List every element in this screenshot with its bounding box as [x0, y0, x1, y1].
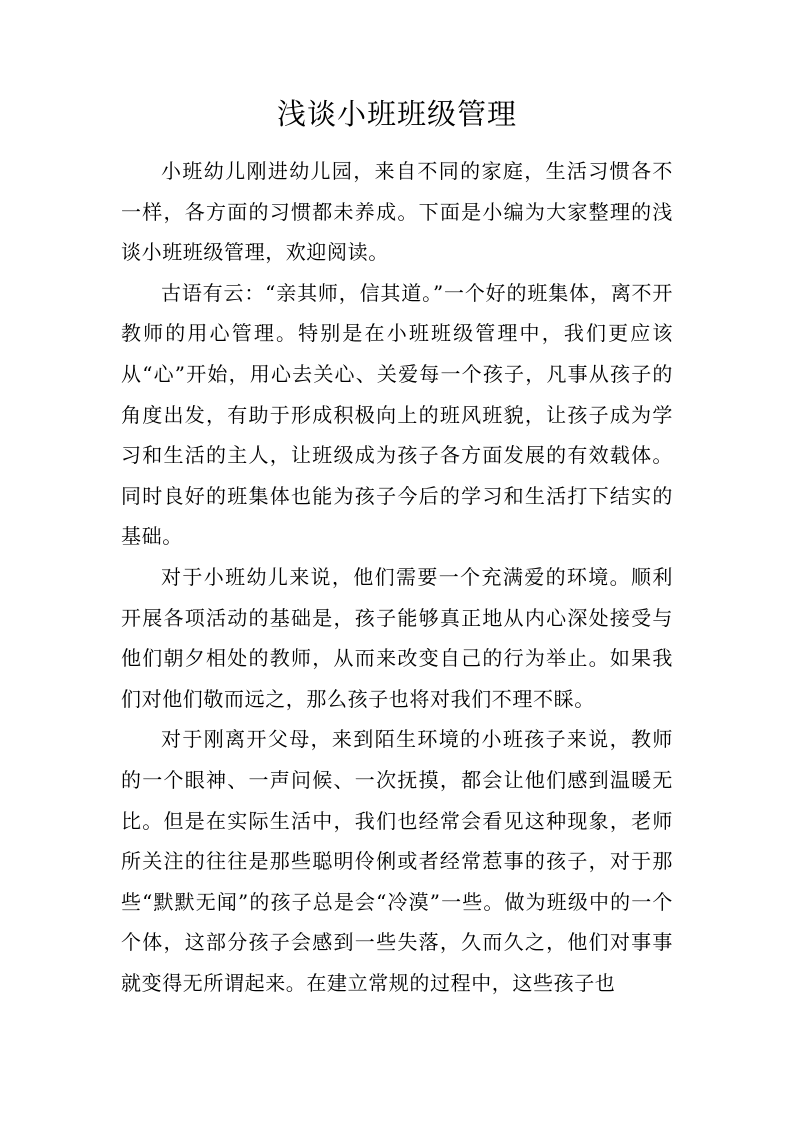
paragraph-loving-environment: 对于小班幼儿来说，他们需要一个充满爱的环境。顺利开展各项活动的基础是，孩子能够真正地从内心深处接受与他们朝夕相处的教师，从而来改变自己的行为举止。如果我们对他们敬而远之，那么孩子也将对我们不理不睬。	[121, 564, 673, 711]
paragraph-intro: 小班幼儿刚进幼儿园，来自不同的家庭，生活习惯各不一样，各方面的习惯都未养成。下面是小编为大家整理的浅谈小班班级管理，欢迎阅读。	[121, 159, 673, 265]
document-body	[121, 151, 673, 1003]
paragraph-teacher-attention: 对于刚离开父母，来到陌生环境的小班孩子来说，教师的一个眼神、一声问候、一次抚摸，都会让他们感到温暖无比。但是在实际生活中，我们也经常会看见这种现象，老师所关注的往往是那些聪明伶俐或者经常惹事的孩子，对于那些“默默无闻”的孩子总是会“冷漠”一些。做为班级中的一个个体，这部分孩子会感到一些失落，久而久之，他们对事事就变得无所谓起来。在建立常规的过程中，这些孩子也	[121, 727, 673, 995]
paragraph-class-management: 古语有云：“亲其师，信其道。”一个好的班集体，离不开教师的用心管理。特别是在小班班级管理中，我们更应该从“心”开始，用心去关心、关爱每一个孩子，凡事从孩子的角度出发，有助于形成积极向上的班风班貌，让孩子成为学习和生活的主人，让班级成为孩子各方面发展的有效载体。同时良好的班集体也能为孩子今后的学习和生活打下结实的基础。	[121, 280, 673, 549]
document-title: 浅谈小班班级管理	[276, 97, 517, 131]
